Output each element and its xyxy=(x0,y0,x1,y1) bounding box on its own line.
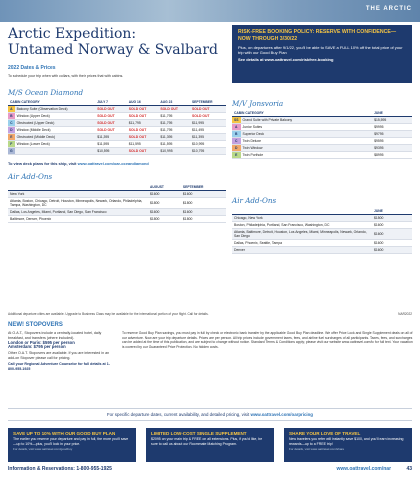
table-row xyxy=(232,240,412,247)
price-cell: SOLD OUT xyxy=(127,134,159,141)
deck-plans-url[interactable]: www.oattravel.com/oar-oceandiamond xyxy=(77,161,149,166)
cabin-name: Balcony Suite (Observation Deck) xyxy=(15,106,96,113)
price-cell: SOLD OUT xyxy=(95,113,127,120)
stopover-amsterdam: Amsterdam: $795 per person xyxy=(8,344,66,350)
air-note: Additional departure cities are available. Upgrade to Business Class may be available for the international portion of your flight. Call for details. xyxy=(8,312,209,316)
cabin-name: Junior Suites xyxy=(241,124,373,131)
table-row xyxy=(232,215,412,222)
stopover-london-paris: London or Paris: $595 per person xyxy=(8,339,75,345)
air-code: NAR2022 xyxy=(398,312,412,316)
cabin-code: F xyxy=(8,141,15,148)
price-cell: SOLD OUT xyxy=(190,113,226,120)
promo-foot[interactable]: For details, visit www.oattravel.com/share xyxy=(289,446,345,451)
cabin-code: A xyxy=(232,124,241,131)
cabin-name xyxy=(15,148,96,155)
mv-jonsvoria-pricing-table xyxy=(232,110,412,159)
price-cell: $11,795 xyxy=(158,127,190,134)
gateway-cities: Chicago, New York xyxy=(232,215,372,222)
price-cell: $11,395 xyxy=(95,134,127,141)
policy-details[interactable]: See details at www.oattravel.com/riskfree-booking xyxy=(238,57,334,62)
price-cell: $1600 xyxy=(148,191,181,198)
price-cell: $1600 xyxy=(372,222,412,229)
price-cell: $11,995 xyxy=(190,120,226,127)
table-row xyxy=(8,209,226,216)
price-cell: SOLD OUT xyxy=(95,106,127,113)
col-header: JUNE xyxy=(372,110,412,117)
col-header: JUNE xyxy=(372,208,412,215)
price-cell: $11,395 xyxy=(190,134,226,141)
gateway-cities: New York xyxy=(8,191,148,198)
table-row xyxy=(8,106,226,113)
price-cell: $1600 xyxy=(181,191,226,198)
stopovers-heading: NEW! STOPOVERS xyxy=(8,322,63,328)
cabin-code: D xyxy=(8,127,15,134)
table-row xyxy=(232,124,412,131)
policy-body: Plus, on departures after 9/1/22, you'll be able to SAVE a FULL 10% off the total price of your trip with our Good Buy Plan xyxy=(238,45,403,55)
stopovers-body xyxy=(8,331,112,371)
gateway-cities: Denver xyxy=(232,247,372,254)
price-cell: $1800 xyxy=(148,216,181,223)
price-cell: $15,595 xyxy=(372,117,412,124)
cabin-name: Grand Suite with Private Balcony xyxy=(241,117,373,124)
terms-note: To reserve Good Buy Plan savings, you must pay in full by check or electronic bank transfer by the applicable Good Buy Plan deadline. We offer Price Lock and Single Supplement deals on all of our adventure. Now are your trip departure details. Prices are per person. All trip prices include government taxes, fees, and airline fuel surcharges of all participants. Taxes, fees, and surcharges can be added at the time of this publication, and are subject to change without notice. Standard Terms & Conditions apply; please visit our website www.oattravel.com/tc for full text. Your vacation is covered by our Guaranteed Price Protection. No hidden costs. xyxy=(122,331,413,349)
cabin-name: Window (Lower Deck) xyxy=(15,141,96,148)
mv-jonsvoria-title: M/V Jonsvoria xyxy=(232,99,284,108)
table-row xyxy=(8,127,226,134)
table-row xyxy=(8,120,226,127)
price-cell: SOLD OUT xyxy=(127,127,159,134)
table-row xyxy=(232,138,412,145)
promo-heading: SAVE UP TO 10% WITH OUR GOOD BUY PLAN xyxy=(13,431,116,436)
table-row xyxy=(8,198,226,209)
price-cell: $11,595 xyxy=(158,141,190,148)
gateway-cities: Dallas, Los Angeles, Miami, Portland, San Diego, San Francisco xyxy=(8,209,148,216)
col-header: AUGUST xyxy=(148,184,181,191)
promo-single-supplement xyxy=(146,428,274,462)
price-cell: $1800 xyxy=(181,198,226,209)
price-cell: $1600 xyxy=(372,229,412,240)
col-header: CABIN CATEGORY xyxy=(8,99,95,106)
col-header: JULY 7 xyxy=(95,99,127,106)
table-row xyxy=(232,247,412,254)
cabin-code: E xyxy=(232,152,241,159)
stopovers-intro: At O.A.T., Stopovers include a centrally-located hotel, daily breakfast, and transfers (where included). xyxy=(8,331,102,340)
table-row xyxy=(232,229,412,240)
pricing-banner-text: For specific departure dates, current availability, and detailed pricing, visit xyxy=(107,412,250,417)
price-cell: $9395 xyxy=(372,145,412,152)
cabin-code: B xyxy=(232,131,241,138)
price-cell: $1500 xyxy=(372,215,412,222)
promo-share-travel xyxy=(284,428,412,462)
stopovers-call: Call your Regional Adventure Counselor for full details at 1-800-955-1925 xyxy=(8,361,110,371)
table-row xyxy=(8,216,226,223)
cabin-code: C xyxy=(8,120,15,127)
price-cell: $11,495 xyxy=(190,127,226,134)
risk-free-policy-box xyxy=(232,25,412,83)
air-addons-right-table xyxy=(232,208,412,254)
table-row xyxy=(8,148,226,155)
price-cell: SOLD OUT xyxy=(95,120,127,127)
dates-prices-subtitle: 2022 Dates & Prices xyxy=(8,65,56,71)
page-title xyxy=(8,26,218,58)
cabin-code: D xyxy=(232,145,241,152)
promo-heading: LIMITED LOW-COST SINGLE SUPPLEMENT xyxy=(151,431,247,436)
stopovers-other: Other O.A.T. Stopovers are available. If you are interested in an add-on Stopover please call for pricing. xyxy=(8,351,110,360)
price-cell: SOLD OUT xyxy=(190,106,226,113)
ms-ocean-title: M/S Ocean Diamond xyxy=(8,88,84,97)
ms-ocean-pricing-table xyxy=(8,99,226,155)
price-cell: SOLD OUT xyxy=(158,106,190,113)
price-cell: $10,995 xyxy=(190,141,226,148)
price-cell: $9795 xyxy=(372,131,412,138)
col-header: SEPTEMBER xyxy=(181,184,226,191)
price-cell: $9595 xyxy=(372,138,412,145)
table-row xyxy=(8,113,226,120)
price-cell: $11,395 xyxy=(158,134,190,141)
table-row xyxy=(8,191,226,198)
price-cell: $9995 xyxy=(372,124,412,131)
promo-foot[interactable]: For details, visit www.oattravel.com/goodbuy xyxy=(13,446,73,451)
title-line-2: Untamed Norway & Svalbard xyxy=(8,42,219,58)
cabin-name: Superior Deck xyxy=(241,131,373,138)
price-cell: $1800 xyxy=(181,216,226,223)
gateway-cities: Boston, Philadelphia, Portland, San Francisco, Washington, DC xyxy=(232,222,372,229)
table-row xyxy=(232,222,412,229)
deck-plans-link[interactable] xyxy=(8,161,149,166)
intro-text: To schedule your trip when with collars, with their prices that with cabins. xyxy=(8,74,124,78)
price-cell: $11,595 xyxy=(127,141,159,148)
price-cell: SOLD OUT xyxy=(95,127,127,134)
cabin-name: Obstructed (Middle Deck) xyxy=(15,134,96,141)
promo-heading: SHARE YOUR LOVE OF TRAVEL xyxy=(289,431,361,436)
price-cell: $1600 xyxy=(181,209,226,216)
price-cell: $10,595 xyxy=(95,148,127,155)
cabin-name: Twin Porthole xyxy=(241,152,373,159)
price-cell: SOLD OUT xyxy=(127,106,159,113)
cabin-name: Window (Middle Deck) xyxy=(15,127,96,134)
table-row xyxy=(8,141,226,148)
air-addons-right-title: Air Add-Ons xyxy=(232,196,277,205)
gateway-cities: Atlanta, Baltimore, Detroit, Houston, Los Angeles, Miami, Minneapolis, Newark, Orlando, San Diego xyxy=(232,229,372,240)
air-addons-left-title: Air Add-Ons xyxy=(8,172,53,181)
cabin-code: G xyxy=(10,149,13,153)
col-header: AUG 16 xyxy=(127,99,159,106)
page-number: 43 xyxy=(406,466,412,472)
cabin-code: E xyxy=(8,134,15,141)
cabin-code: C xyxy=(232,138,241,145)
section-tag: THE ARCTIC xyxy=(365,6,412,12)
price-cell: $11,795 xyxy=(158,120,190,127)
pricing-banner xyxy=(8,408,412,421)
promo-good-buy xyxy=(8,428,136,462)
gateway-cities: Baltimore, Denver, Phoenix xyxy=(8,216,148,223)
table-row xyxy=(232,152,412,159)
cabin-code: B xyxy=(8,113,15,120)
cabin-name: Twin Deluxe xyxy=(241,138,373,145)
gateway-cities: Atlanta, Boston, Chicago, Detroit, Houston, Minneapolis, Newark, Orlando, Philadelphia, Tampa, Washington, DC xyxy=(8,198,148,209)
pricing-banner-url[interactable]: www.oattravel.com/oarpricing xyxy=(250,412,313,417)
price-cell: $10,995 xyxy=(158,148,190,155)
deck-plans-text: To view deck plans for this ship, visit xyxy=(8,161,77,166)
cabin-code: SS xyxy=(234,118,239,122)
footer-phone[interactable]: Information & Reservations: 1-800-955-1925 xyxy=(8,466,112,472)
promo-body: $2095 on your main trip & FREE on all extensions. Plus, if you'd like, be sure to call us about our Roommate Matching Program. xyxy=(151,437,263,446)
price-cell: $8995 xyxy=(372,152,412,159)
promo-body: The earlier you reserve your departure and pay in full, the more you'll save—up to 10%—plus, you'll lock in your price. xyxy=(13,437,129,446)
cabin-name: Twin Window xyxy=(241,145,373,152)
cabin-name: Obstructed (Upper Deck) xyxy=(15,120,96,127)
price-cell: $11,795 xyxy=(127,120,159,127)
gateway-cities: Dallas, Phoenix, Seattle, Tampa xyxy=(232,240,372,247)
col-header: CABIN CATEGORY xyxy=(232,110,372,117)
table-row xyxy=(232,145,412,152)
table-row xyxy=(8,134,226,141)
price-cell: $10,795 xyxy=(190,148,226,155)
col-header: SEPTEMBER xyxy=(190,99,226,106)
price-cell: $1600 xyxy=(372,247,412,254)
price-cell: SOLD OUT xyxy=(127,113,159,120)
footer-url[interactable]: www.oattravel.com/nar xyxy=(336,466,392,472)
price-cell: $11,595 xyxy=(95,141,127,148)
air-addons-left-table xyxy=(8,184,226,223)
table-row xyxy=(232,131,412,138)
promo-body: New travelers you refer will instantly save $100, and you'll earn increasing rewards—up to a FREE trip! xyxy=(289,437,404,446)
policy-heading: RISK-FREE BOOKING POLICY: RESERVE WITH CONFIDENCE—NOW THROUGH 3/30/22 xyxy=(238,29,397,42)
footer-right xyxy=(336,466,412,472)
price-cell: $1600 xyxy=(372,240,412,247)
cabin-name: Window (Upper Deck) xyxy=(15,113,96,120)
col-header: AUG 23 xyxy=(158,99,190,106)
price-cell: $11,795 xyxy=(158,113,190,120)
title-line-1: Arctic Expedition: xyxy=(8,26,137,42)
price-cell: $1600 xyxy=(148,209,181,216)
header-band xyxy=(0,0,420,22)
table-row xyxy=(232,117,412,124)
price-cell: SOLD OUT xyxy=(127,148,159,155)
price-cell: $1800 xyxy=(148,198,181,209)
cabin-code: A xyxy=(8,106,15,113)
